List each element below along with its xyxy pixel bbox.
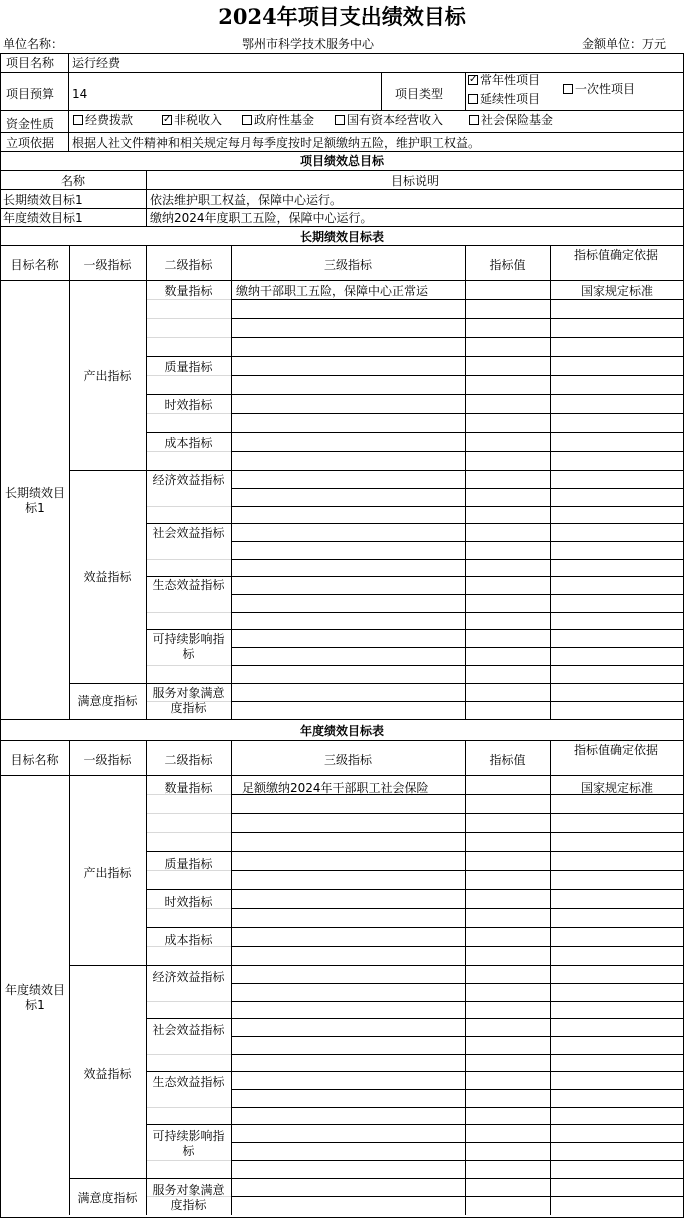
grid-line [231,318,684,319]
col-basis: 指标值确定依据 [573,743,658,757]
project-name-label: 项目名称 [6,56,55,70]
grid-line [0,775,684,776]
grid-line [0,719,684,720]
grid-line [231,701,684,702]
type-label-onetime: 一次性项目 [575,82,636,96]
grid-line [231,629,684,630]
grid-line [69,470,147,471]
grid-line [0,72,684,73]
grid-line [68,53,69,152]
grid-line [231,506,684,507]
grid-line [146,576,232,577]
grid-line [231,983,684,984]
grid-line [231,594,684,595]
grid-line [0,189,684,190]
grid-line [231,576,684,577]
fund-checkbox-government[interactable] [242,115,252,125]
level2-timeliness: 时效指标 [164,398,213,412]
col-level2: 二级指标 [164,753,213,767]
level2-quantity: 数量指标 [164,284,213,298]
col-value: 指标值 [489,258,526,272]
grid-line [231,488,684,489]
grid-line [231,541,684,542]
level2-service-satisfaction: 服务对象满意度指标 [152,686,225,715]
col-level1: 一级指标 [83,753,132,767]
col-goal-name: 目标名称 [10,753,59,767]
long-term-quantity-basis: 国家规定标准 [580,284,653,298]
fund-nontax: 非税收入 [174,113,223,127]
grid-line [231,1071,684,1072]
grid-line [69,965,147,966]
grid-line [231,813,684,814]
grid-line [147,1160,231,1161]
grid-line [465,245,466,720]
fund-checkbox-state-capital[interactable] [335,115,345,125]
level2-ecological: 生态效益指标 [152,1075,225,1089]
grid-line [0,170,684,171]
amount-unit: 金额单位：万元 [582,37,667,51]
level2-economic: 经济效益指标 [152,970,225,984]
col-level3: 三级指标 [323,258,372,272]
grid-line [0,151,684,152]
basis-text: 根据人社文件精神和相关规定每月每季度按时足额缴纳五险，维护职工权益。 [72,136,481,150]
level2-cost: 成本指标 [164,436,213,450]
grid-line [231,1107,684,1108]
grid-line [231,394,684,395]
grid-line [231,908,684,909]
grid-line [465,72,466,111]
grid-line [146,394,232,395]
grid-line [147,337,231,338]
grid-line [146,965,232,966]
grid-line [231,337,684,338]
grid-line [0,280,684,281]
annual-quantity-basis: 国家规定标准 [580,781,653,795]
grid-line [146,1071,232,1072]
level2-sustainability: 可持续影响指标 [152,632,225,661]
grid-line [231,740,232,1215]
grid-line [231,889,684,890]
grid-line [0,245,684,246]
grid-line [465,740,466,1215]
grid-line [231,1054,684,1055]
grid-line [146,683,232,684]
grid-line [231,647,684,648]
grid-line [231,965,684,966]
grid-line [231,946,684,947]
overall-row-name: 年度绩效目标1 [3,211,83,225]
overall-heading: 项目绩效总目标 [299,154,384,168]
level2-quality: 质量指标 [164,360,213,374]
fund-social-insurance: 社会保险基金 [481,113,554,127]
check-icon: ✓ [469,74,478,85]
overall-col-desc: 目标说明 [390,174,439,188]
grid-line [231,375,684,376]
grid-line [147,612,231,613]
grid-line [231,413,684,414]
col-level2: 二级指标 [164,258,213,272]
unit-label: 单位名称： [3,37,64,51]
grid-line [147,1001,231,1002]
overall-row-name: 长期绩效目标1 [3,193,83,207]
grid-line [231,470,684,471]
fund-label: 资金性质 [6,117,55,131]
level2-sustainability: 可持续影响指标 [152,1129,225,1158]
grid-line [147,318,231,319]
grid-line [69,740,70,1215]
grid-line [231,299,684,300]
unit-name: 鄂州市科学技术服务中心 [241,37,374,51]
grid-line [146,1018,232,1019]
fund-government: 政府性基金 [254,113,315,127]
grid-line [231,1178,684,1179]
grid-line [231,683,684,684]
fund-checkbox-social-insurance[interactable] [469,115,479,125]
grid-line [231,523,684,524]
grid-line [147,413,231,414]
grid-line [146,523,232,524]
project-type-label: 项目类型 [395,87,444,101]
annual-heading: 年度绩效目标表 [299,724,384,738]
annual-quantity-l3: 足额缴纳2024年干部职工社会保险 [242,781,429,795]
grid-line [231,612,684,613]
grid-line [231,1196,684,1197]
basis-label: 立项依据 [6,136,55,150]
annual-goal: 年度绩效目标1 [4,983,65,1012]
grid-line [146,1124,232,1125]
grid-line [550,245,551,720]
grid-line [231,832,684,833]
grid-line [231,1001,684,1002]
grid-line [231,432,684,433]
level1-benefit: 效益指标 [83,570,132,584]
grid-line [146,470,232,471]
grid-line [147,832,231,833]
level2-quantity: 数量指标 [164,781,213,795]
grid-line [231,665,684,666]
grid-line [146,356,232,357]
grid-line [381,72,382,111]
level1-satisfaction: 满意度指标 [77,694,138,708]
grid-line [231,1018,684,1019]
grid-line [147,1107,231,1108]
overall-row-desc: 依法维护职工权益，保障中心运行。 [150,193,343,207]
grid-line [231,451,684,452]
grid-line [147,451,231,452]
col-value: 指标值 [489,753,526,767]
level1-output: 产出指标 [83,866,132,880]
level2-service-satisfaction: 服务对象满意度指标 [152,1183,225,1212]
grid-line [0,53,684,54]
grid-line [146,1178,232,1179]
grid-line [0,226,684,227]
grid-line [0,53,1,1218]
grid-line [231,356,684,357]
grid-line [69,245,70,720]
level1-output: 产出指标 [83,369,132,383]
level2-social: 社会效益指标 [152,1023,225,1037]
col-level3: 三级指标 [323,753,372,767]
grid-line [231,851,684,852]
col-level1: 一级指标 [83,258,132,272]
type-label-annual: 常年性项目 [480,73,541,87]
grid-line [147,813,231,814]
grid-line [231,1142,684,1143]
col-basis: 指标值确定依据 [573,248,658,262]
grid-line [146,629,232,630]
grid-line [0,740,684,741]
fund-checkbox-allocation[interactable] [73,115,83,125]
overall-row-desc: 缴纳2024年度职工五险，保障中心运行。 [150,211,373,225]
fund-checkbox-nontax[interactable] [162,115,172,125]
project-budget: 14 [72,87,88,101]
type-checkbox-onetime[interactable] [563,84,573,94]
grid-line [147,506,231,507]
grid-line [231,1036,684,1037]
grid-line [69,1178,147,1179]
fund-allocation: 经费拨款 [85,113,134,127]
grid-line [146,245,147,720]
type-checkbox-annual[interactable] [468,75,478,85]
level2-timeliness: 时效指标 [164,895,213,909]
grid-line [146,432,232,433]
level2-ecological: 生态效益指标 [152,578,225,592]
type-checkbox-continuing[interactable] [468,94,478,104]
long-term-quantity-l3: 缴纳干部职工五险，保障中心正常运 [236,284,429,298]
long-term-goal: 长期绩效目标1 [4,486,65,515]
grid-line [146,889,232,890]
type-label-continuing: 延续性项目 [480,92,541,106]
grid-line [231,927,684,928]
long-term-heading: 长期绩效目标表 [299,230,384,244]
level2-social: 社会效益指标 [152,526,225,540]
col-goal-name: 目标名称 [10,258,59,272]
fund-state-capital: 国有资本经营收入 [347,113,444,127]
grid-line [231,559,684,560]
grid-line [146,851,232,852]
level1-benefit: 效益指标 [83,1067,132,1081]
project-budget-label: 项目预算 [6,87,55,101]
grid-line [69,683,147,684]
grid-line [0,132,684,133]
grid-line [146,740,147,1215]
grid-line [231,245,232,720]
check-icon: ✓ [163,114,172,125]
level2-cost: 成本指标 [164,933,213,947]
grid-line [147,299,231,300]
page-title: 2024年项目支出绩效目标 [218,4,466,29]
grid-line [0,208,684,209]
project-name: 运行经费 [72,56,121,70]
level2-economic: 经济效益指标 [152,473,225,487]
overall-col-name: 名称 [60,174,85,188]
grid-line [231,870,684,871]
grid-line [146,927,232,928]
level2-quality: 质量指标 [164,857,213,871]
grid-line [147,559,231,560]
level1-satisfaction: 满意度指标 [77,1191,138,1205]
grid-line [231,1089,684,1090]
grid-line [147,1054,231,1055]
grid-line [0,110,684,111]
grid-line [147,665,231,666]
grid-line [550,740,551,1215]
grid-line [231,1160,684,1161]
grid-line [231,1124,684,1125]
grid-line [147,375,231,376]
